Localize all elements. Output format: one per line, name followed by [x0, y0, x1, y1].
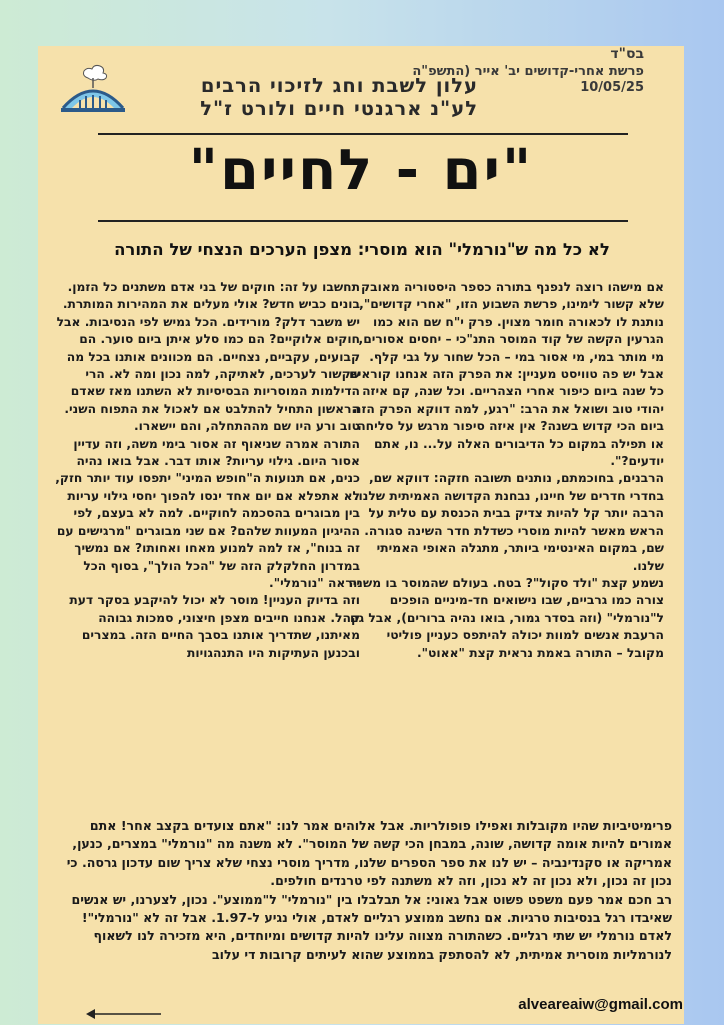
paragraph: התורה אמרה שניאוף זה אסור בימי משה, וזה עדיין אסור היום. גילוי עריות? אותו דבר. אבל בואו נהיה כנים, אם תנועות ה"חופש המיני" יתפסו עוד יותר חזק, לא אתפלא אם יום אחד ינסו להפוך יחסי גילוי עריות בין מבוגרים בהסכמה לחוקיים. למה לא בעצם, לפי ההיגיון המעוות שלהם? אם שני מבוגרים "מרגישים עם זה בנוח", אז למה למנוע מאחו ואחותו? אם נמשיך במדרון החלקלק הזה של "הכל הולך", בסוף הכל ייראה "נורמלי". — [55, 436, 360, 590]
paragraph: נשמע קצת "ולד סקול"? בטח. בעולם שהמוסר בו משנה צורה כמו גרביים, שבו נישואים חד-מיניים הופכים ל"נורמלי" (וזה בסדר גמור, בואו נהיה ברורים), אבל גם הרעבת אנשים למוות יכולה להיתפס כעניין פוליטי מקובל – התורה באמת נראית קצת "אאוט". — [348, 575, 664, 660]
article-continuation — [52, 817, 672, 964]
contact-email[interactable]: alveareaiw@gmail.com — [518, 996, 683, 1013]
article-headline: לא כל מה ש"נורמלי" הוא מוסרי: מצפן הערכים הנצחי של התורה — [114, 240, 610, 259]
header — [38, 46, 684, 120]
article-column-right — [348, 279, 664, 662]
synagogue-arch-logo-icon — [58, 64, 128, 120]
paragraph: פרימיטיביות שהיו מקובלות ואפילו פופולריות. אבל אלוהים אמר לנו: "אתם צועדים בקצב אחר! אתם אמורים להיות אומה קדושה, שונה, במבחן הכי קשה של המוסר". לא משנה מה "נורמלי" במצרים, כנען, אמריקה או סקנדינביה – יש לנו את ספר הספרים שלנו, מדריך מוסרי נצחי שלא צריך שום עדכון גרסה. כי נכון זה נכון, ולא נכון זה לא נכון, וזה לא משתנה לפי טרנדים חולפים. — [66, 818, 672, 889]
parasha-date: פרשת אחרי-קדושים יב' אייר (התשפ"ה 10/05/25 — [412, 64, 644, 95]
bsd-mark: בס"ד — [610, 46, 644, 62]
title-rule-bottom — [98, 220, 628, 222]
paragraph: וזה בדיוק העניין! מוסר לא יכול להיקבע בסקר דעת קהל. אנחנו חייבים מצפן חיצוני, סמכות גבוהה מאיתנו, שתדריך אותנו בסבך החיים הזה. במצרים ובכנען העתיקות היו התנהגויות — [69, 593, 360, 660]
org-line-2: לע"נ ארגנטי חיים ולורט ז"ל — [200, 97, 478, 120]
paragraph: אם מישהו רוצה לנפנף בתורה כספר היסטוריה מאובק שלא קשור לימינו, פרשת השבוע הזו, "אחרי קדושים", נותנת לו לכאורה חומר מצוין. פרק י"ח שם הוא כמו הגרעין הקשה של קוד המוסר התנ"כי – יחסים אסורים, מי מותר במי, מי אסור במי – הכל שחור על גבי קלף. — [358, 280, 664, 364]
title-rule-top — [98, 133, 628, 135]
paragraph: רב חכם אמר פעם משפט פשוט אבל גאוני: אל תבלבלו בין "נורמלי" ל"ממוצע". נכון, לצערנו, יש אנשים שאיבדו רגל בנסיבות טרגיות. אם נחשב ממוצע רגליים לאדם, אולי נגיע ל-1.97. אבל זה לא "נורמלי"! לאדם נורמלי יש שתי רגליים. כשהתורה מצווה עלינו להיות קדושים ומיוחדים, היא מזכירה לנו לשאוף לנורמליות מוסרית אמיתית, לא להסתפק בממוצע שהוא לעיתים קרובות די עלוב — [71, 891, 672, 962]
org-title — [138, 74, 478, 120]
article-column-left — [55, 279, 360, 662]
paragraph: אבל יש פה טוויסט מעניין: את הפרק הזה אנחנו קוראים כל שנה ביום כיפור אחרי הצהריים. וכל שנה, קם איזה יהודי טוב ושואל את הרב: "רגע, למה דווקא הפרק הזה ביום הכי קדוש בשנה? אין איזה סיפור מרגש על סליחה או תפילה במקום כל הדיבורים האלה על... נו, אתם יודעים?". — [349, 367, 664, 469]
left-arrow-icon[interactable] — [85, 1006, 165, 1025]
paragraph: הרבנים, בחוכמתם, נותנים תשובה חזקה: דווקא שם, בחדרי חדרים של חיינו, נבחנת הקדושה האמיתית שלנו. הרבה יותר קל להיות צדיק בבית הכנסת עם טלית על הראש מאשר להיות מוסרי כשדלת חדר השינה סגורה. שם, במקום האינטימי ביותר, מתגלה האופי האמיתי שלנו. — [353, 471, 664, 573]
org-line-1: עלון לשבת וחג לזיכוי הרבים — [200, 74, 478, 97]
paragraph: תחשבו על זה: חוקים של בני אדם משתנים כל הזמן. בונים כביש חדש? אולי מעלים את המהירות המותרת. יש משבר דלק? מורידים. הכל גמיש לפי הנסיבות. אבל חוקים אלוקיים? הם כמו סלע איתן ביום סוער. הם קבועים, עקביים, נצחיים. הם מכוונים אותנו בכל מה שקשור לערכים, לאתיקה, למה נכון ומה לא. הרי הדילמות המוסריות הבסיסיות לא השתנו מאז שאדם הראשון התחיל להתלבט אם לאכול את התפוח השני. טוב ורע היו שם מההתחלה, והם יישארו. — [56, 280, 360, 434]
page-title: "ים - לחיים" — [188, 138, 534, 203]
